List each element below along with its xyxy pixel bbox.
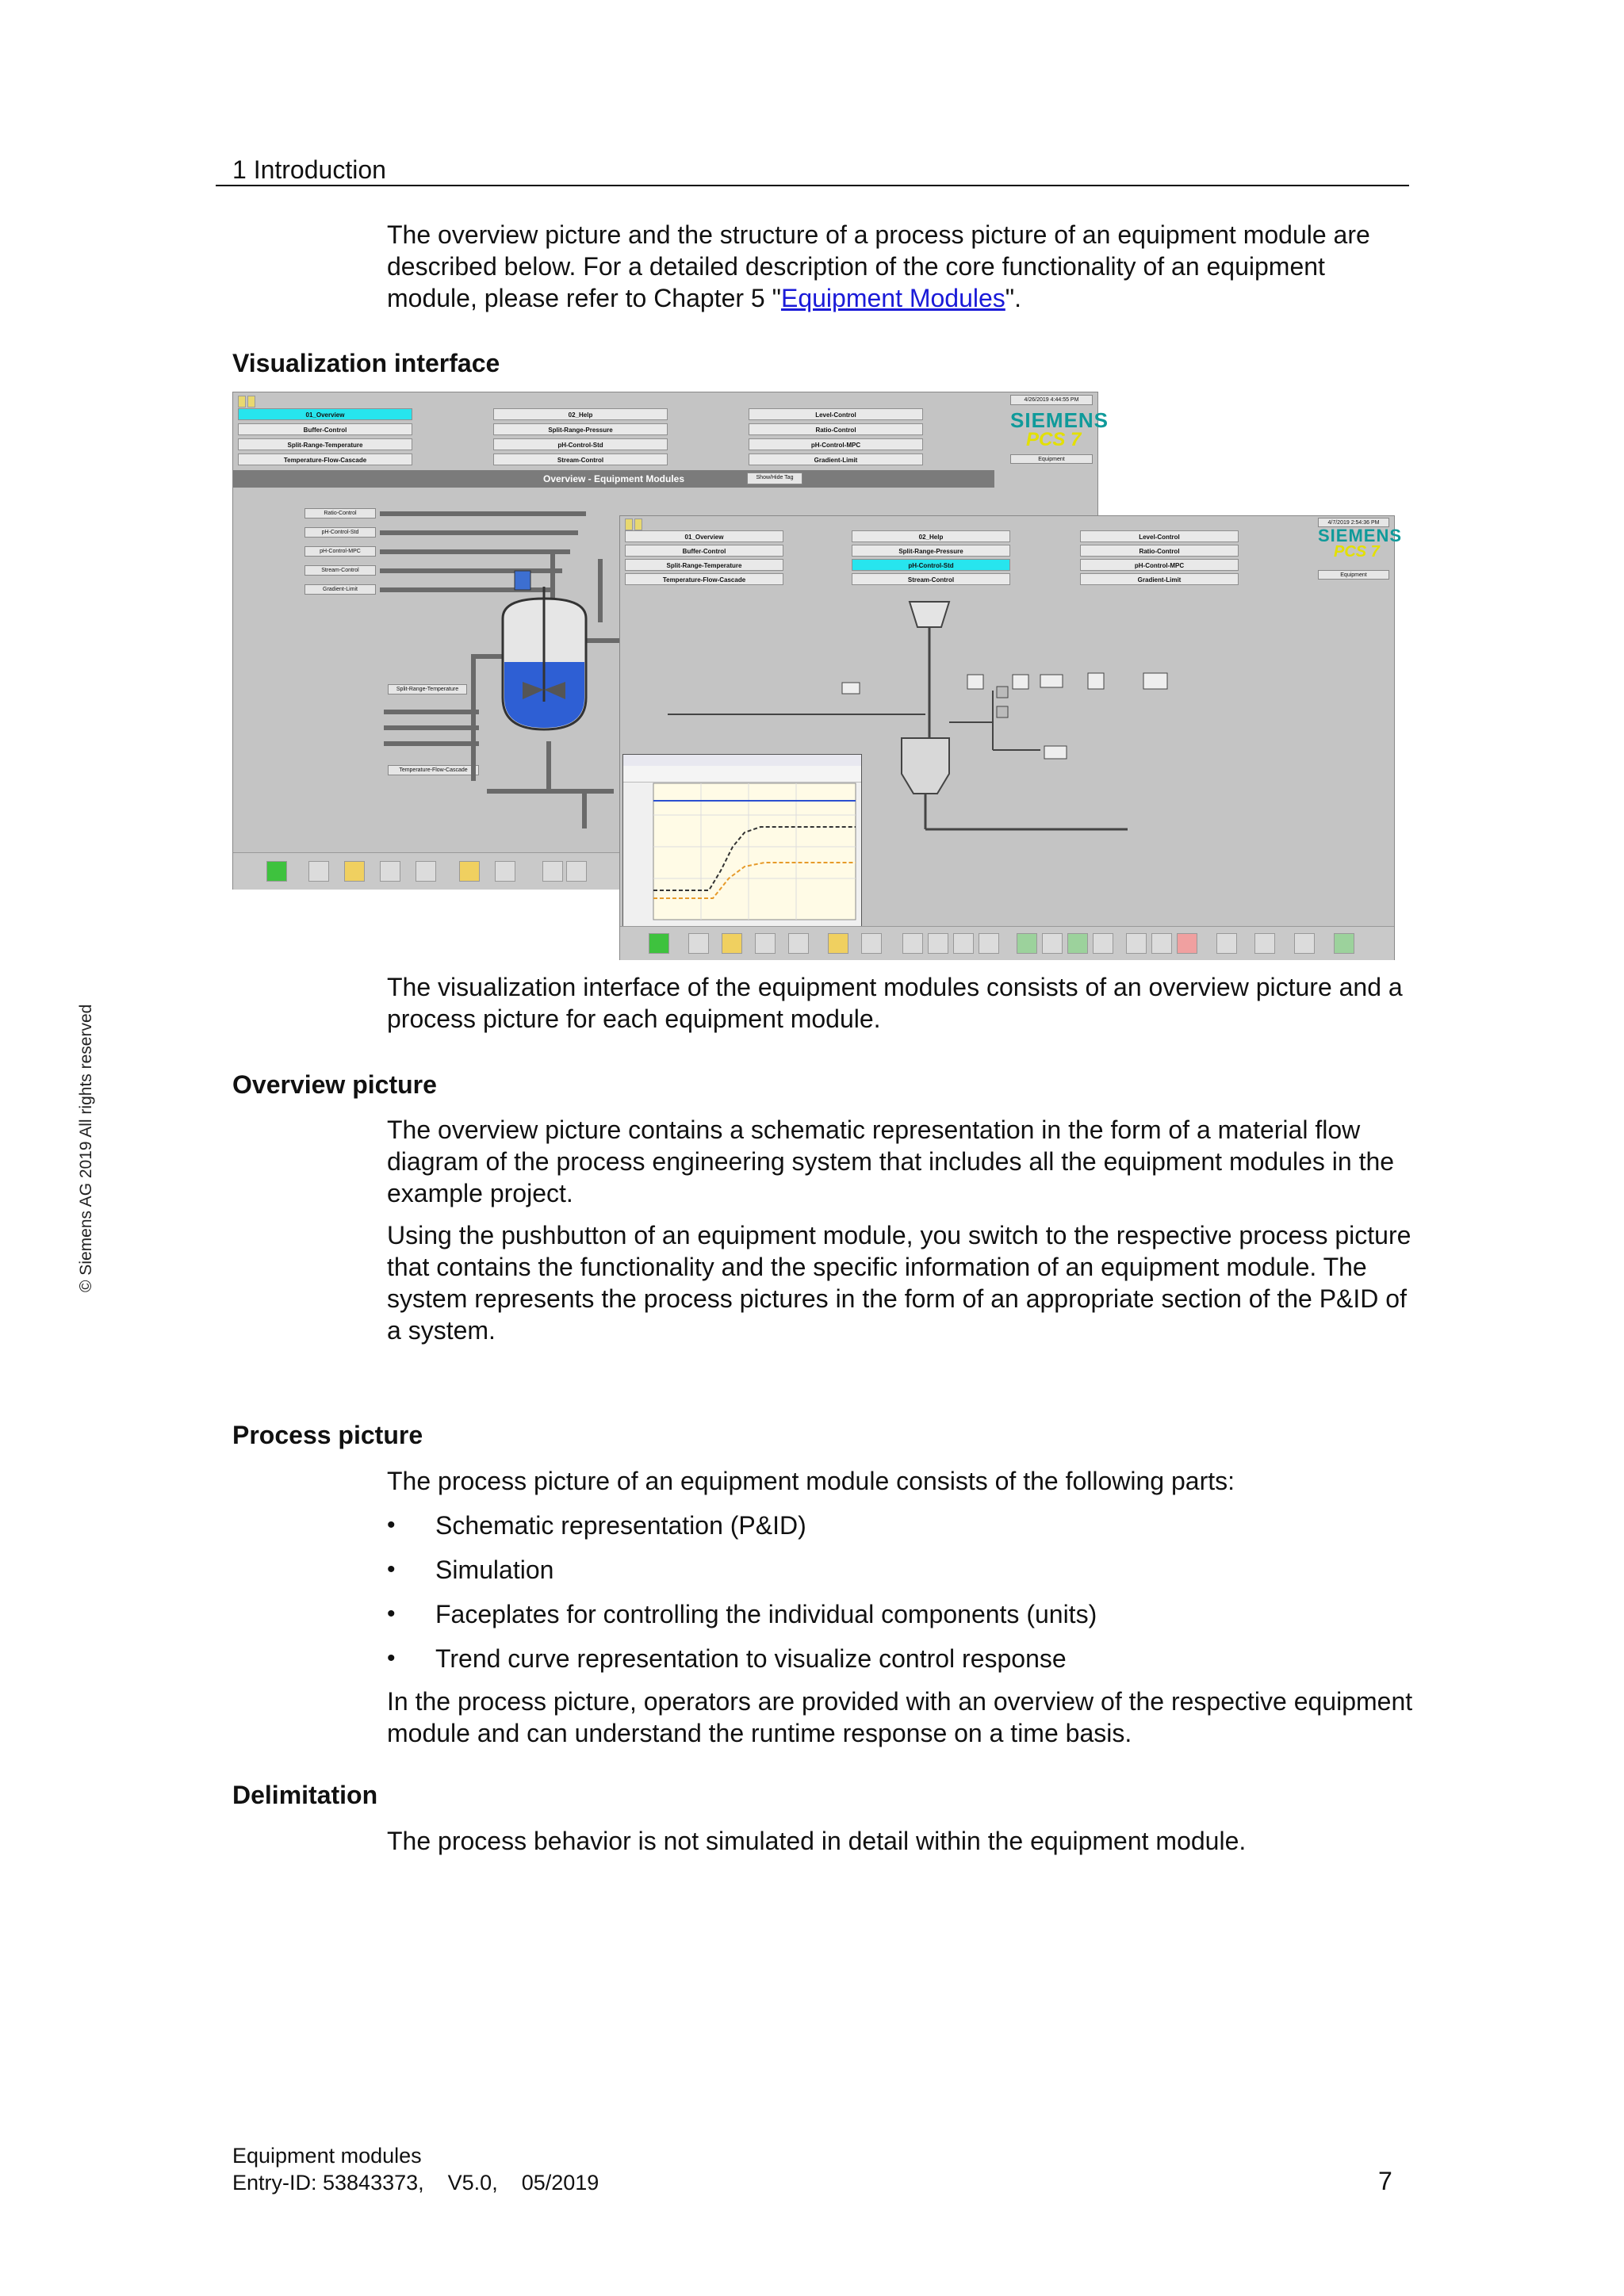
menu-gradient-limit[interactable]: Gradient-Limit bbox=[1080, 573, 1239, 585]
menu-ratio-control[interactable]: Ratio-Control bbox=[749, 423, 923, 435]
equipment-label: Equipment bbox=[1318, 570, 1389, 580]
bullet-dot: • bbox=[387, 1601, 396, 1627]
bullet-dot: • bbox=[387, 1556, 396, 1582]
folder-icon bbox=[625, 519, 633, 530]
equipment-modules-link[interactable]: Equipment Modules bbox=[780, 284, 1005, 312]
visualization-caption: The visualization interface of the equipment modules consists of an overview picture and a process picture for each equipment module. bbox=[387, 973, 1403, 1033]
timestamp: 4/26/2019 4:44:55 PM bbox=[1010, 395, 1093, 405]
menu-temperature-flow-cascade[interactable]: Temperature-Flow-Cascade bbox=[238, 453, 412, 465]
equipment-label: Equipment bbox=[1010, 454, 1093, 464]
process-outro: In the process picture, operators are provided with an overview of the respective equipment module and can understand the runtime response on a time basis. bbox=[387, 1687, 1413, 1747]
menu-split-range-pressure[interactable]: Split-Range-Pressure bbox=[852, 545, 1010, 557]
overview-btn-ph-control-std[interactable]: pH-Control-Std bbox=[304, 527, 376, 538]
menu-buffer-control[interactable]: Buffer-Control bbox=[238, 423, 412, 435]
folder-icon[interactable] bbox=[344, 861, 365, 882]
overview-heading: Overview picture bbox=[232, 1070, 437, 1099]
menu-01-overview[interactable]: 01_Overview bbox=[625, 530, 783, 542]
refresh-icon[interactable] bbox=[1017, 933, 1037, 954]
bullet-item: Trend curve representation to visualize control response bbox=[435, 1644, 1067, 1673]
show-hide-tag-button[interactable]: Show/Hide Tag bbox=[747, 473, 802, 484]
reactor-vessel bbox=[499, 571, 590, 749]
menu-temperature-flow-cascade[interactable]: Temperature-Flow-Cascade bbox=[625, 573, 783, 585]
sound-icon[interactable] bbox=[1294, 933, 1315, 954]
play-icon[interactable] bbox=[266, 861, 287, 882]
menu-gradient-limit[interactable]: Gradient-Limit bbox=[749, 453, 923, 465]
pipe bbox=[380, 549, 570, 554]
overview-btn-gradient-limit[interactable]: Gradient-Limit bbox=[304, 584, 376, 595]
pipe bbox=[384, 725, 479, 730]
delimitation-heading: Delimitation bbox=[232, 1781, 378, 1809]
menu-level-control[interactable]: Level-Control bbox=[749, 408, 923, 420]
menu-02-help[interactable]: 02_Help bbox=[493, 408, 668, 420]
section-header: 1 Introduction bbox=[232, 155, 386, 184]
menu-stream-control[interactable]: Stream-Control bbox=[852, 573, 1010, 585]
process-screenshot bbox=[619, 515, 1403, 960]
pipe bbox=[471, 654, 476, 781]
arrow-down-icon[interactable] bbox=[953, 933, 974, 954]
save-icon[interactable] bbox=[1151, 933, 1172, 954]
delimitation-text: The process behavior is not simulated in detail within the equipment module. bbox=[387, 1827, 1247, 1855]
bullet-item: Schematic representation (P&ID) bbox=[435, 1511, 806, 1540]
bullet-item: Faceplates for controlling the individual components (units) bbox=[435, 1600, 1097, 1628]
menu-ph-control-std[interactable]: pH-Control-Std bbox=[493, 438, 668, 450]
chart-icon[interactable] bbox=[380, 861, 400, 882]
process-toolbar bbox=[620, 926, 1394, 960]
lock-icon bbox=[634, 519, 642, 530]
bullet-dot: • bbox=[387, 1512, 396, 1538]
play-icon[interactable] bbox=[649, 933, 669, 954]
process-intro: The process picture of an equipment module consists of the following parts: bbox=[387, 1467, 1235, 1495]
arrow-left-icon[interactable] bbox=[902, 933, 923, 954]
menu-buffer-control[interactable]: Buffer-Control bbox=[625, 545, 783, 557]
arrow-right-icon[interactable] bbox=[979, 933, 999, 954]
history-icon[interactable] bbox=[1042, 933, 1063, 954]
menu-level-control[interactable]: Level-Control bbox=[1080, 530, 1239, 542]
lock-icon bbox=[247, 396, 255, 408]
copyright-note: © Siemens AG 2019 All rights reserved bbox=[77, 1004, 95, 1292]
trend-titlebar bbox=[623, 755, 861, 767]
footer-entry-id: Entry-ID: 53843373, V5.0, 05/2019 bbox=[232, 2171, 599, 2195]
menu-ph-control-mpc[interactable]: pH-Control-MPC bbox=[1080, 559, 1239, 571]
pcs7-logo: PCS 7 bbox=[1334, 543, 1380, 561]
menu-ph-control-mpc[interactable]: pH-Control-MPC bbox=[749, 438, 923, 450]
header-rule bbox=[216, 185, 1409, 186]
back-icon[interactable] bbox=[1067, 933, 1088, 954]
menu-01-overview[interactable]: 01_Overview bbox=[238, 408, 412, 420]
pipe bbox=[380, 530, 578, 535]
trend-toolbar[interactable] bbox=[623, 766, 861, 783]
timestamp: 4/7/2019 2:54:36 PM bbox=[1318, 518, 1389, 527]
intro-text: The overview picture and the structure of a process picture of an equipment module are described below. For a detailed description of the core functionality of an equipment module, please refer to Chapter 5 " bbox=[387, 220, 1370, 312]
folder-icon bbox=[238, 396, 246, 408]
trend-window bbox=[622, 754, 862, 950]
arrow-up-icon[interactable] bbox=[566, 861, 587, 882]
bullet-item: Simulation bbox=[435, 1556, 554, 1584]
overview-btn-ratio-control[interactable]: Ratio-Control bbox=[304, 508, 376, 519]
menu-split-range-temperature[interactable]: Split-Range-Temperature bbox=[625, 559, 783, 571]
overview-para-1: The overview picture contains a schematic representation in the form of a material flow diagram of the process engineering system that includes all the equipment modules in the example project. bbox=[387, 1115, 1395, 1207]
info-icon[interactable] bbox=[1254, 933, 1275, 954]
overview-btn-ph-control-mpc[interactable]: pH-Control-MPC bbox=[304, 546, 376, 557]
overview-title: Overview - Equipment Modules bbox=[233, 470, 994, 488]
intro-paragraph bbox=[387, 219, 1418, 314]
menu-stream-control[interactable]: Stream-Control bbox=[493, 453, 668, 465]
menu-02-help[interactable]: 02_Help bbox=[852, 530, 1010, 542]
acknowledge-icon[interactable] bbox=[1334, 933, 1354, 954]
visualization-heading: Visualization interface bbox=[232, 349, 500, 377]
forward-icon[interactable] bbox=[1093, 933, 1113, 954]
pipe bbox=[384, 741, 479, 746]
pcs7-logo: PCS 7 bbox=[1026, 429, 1082, 450]
filter-icon[interactable] bbox=[308, 861, 329, 882]
chart-icon[interactable] bbox=[755, 933, 776, 954]
overview-para-2: Using the pushbutton of an equipment module, you switch to the respective process picture that contains the functionality and the specific information of an equipment module. The system represents the process pictures in the form of an appropriate section of the P&ID of a system. bbox=[387, 1221, 1411, 1345]
tag-icon[interactable] bbox=[495, 861, 515, 882]
process-heading: Process picture bbox=[232, 1421, 423, 1449]
overview-btn-temperature-flow-cascade[interactable]: Temperature-Flow-Cascade bbox=[388, 765, 479, 775]
tag-icon[interactable] bbox=[861, 933, 882, 954]
note-icon[interactable] bbox=[828, 933, 848, 954]
print-icon[interactable] bbox=[1126, 933, 1147, 954]
footer-title: Equipment modules bbox=[232, 2144, 422, 2168]
pipe bbox=[582, 789, 587, 828]
menu-ratio-control[interactable]: Ratio-Control bbox=[1080, 545, 1239, 557]
folder-icon[interactable] bbox=[722, 933, 742, 954]
settings-icon[interactable] bbox=[1216, 933, 1237, 954]
pipe bbox=[380, 511, 586, 516]
note-icon[interactable] bbox=[459, 861, 480, 882]
arrow-left-icon[interactable] bbox=[542, 861, 563, 882]
siemens-logo: SIEMENS bbox=[1318, 526, 1403, 545]
pipe bbox=[487, 789, 614, 794]
arrow-up-icon[interactable] bbox=[928, 933, 948, 954]
menu-split-range-temperature[interactable]: Split-Range-Temperature bbox=[238, 438, 412, 450]
pipe bbox=[384, 710, 479, 714]
pipe bbox=[598, 559, 603, 622]
trend-icon[interactable] bbox=[416, 861, 436, 882]
menu-split-range-pressure[interactable]: Split-Range-Pressure bbox=[493, 423, 668, 435]
overview-btn-split-range-temperature[interactable]: Split-Range-Temperature bbox=[388, 684, 467, 695]
filter-icon[interactable] bbox=[688, 933, 709, 954]
close-icon[interactable] bbox=[1177, 933, 1197, 954]
page-number: 7 bbox=[1378, 2167, 1392, 2195]
menu-ph-control-std[interactable]: pH-Control-Std bbox=[852, 559, 1010, 571]
overview-btn-stream-control[interactable]: Stream-Control bbox=[304, 565, 376, 576]
trend-icon[interactable] bbox=[788, 933, 809, 954]
bullet-dot: • bbox=[387, 1645, 396, 1671]
intro-text-end: ". bbox=[1005, 284, 1022, 312]
siemens-logo: SIEMENS bbox=[1010, 408, 1109, 432]
trend-plot bbox=[653, 783, 856, 920]
